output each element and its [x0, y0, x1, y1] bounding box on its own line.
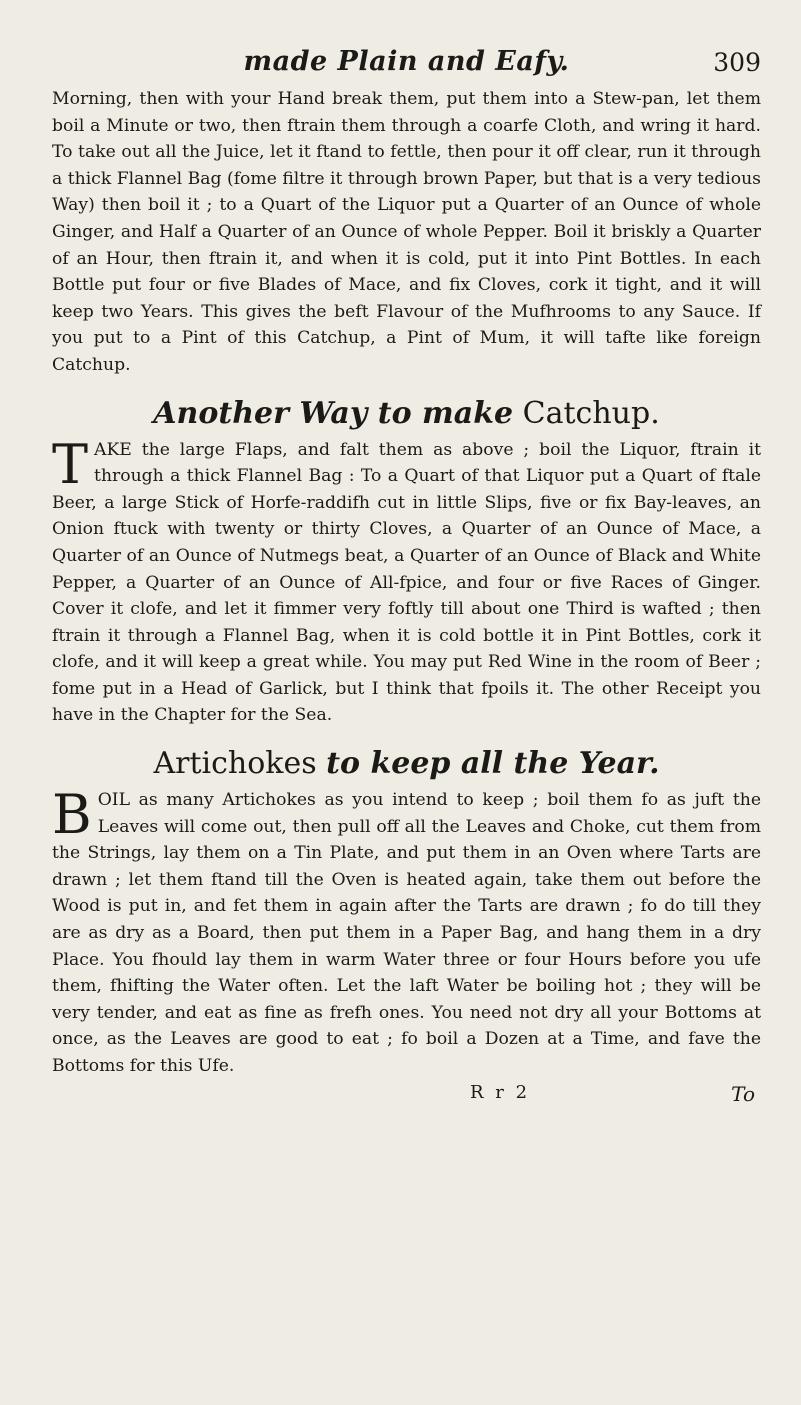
heading-italic-part: to keep all the Year.: [326, 746, 660, 782]
heading-roman-part: Catchup.: [522, 395, 660, 431]
section-heading-catchup: [52, 395, 761, 433]
section-heading-artichokes: [52, 745, 761, 783]
catchup-recipe-paragraph: [52, 432, 761, 730]
heading-italic-part: Another Way to make: [153, 395, 514, 431]
heading-roman-part: Artichokes: [153, 746, 317, 782]
artichokes-recipe-text: OIL as many Artichokes as you intend to keep ; boil them fo as juft the Leaves will come out, then pull off all the Leaves and Choke, cut them from the Strings, lay them on a Tin Plate, and put them in an Oven where Tarts are drawn ; let them ftand till the Oven is heated again, take them out before the Wood is put in, and fet them in again after the Tarts are drawn ; fo do till they are as dry as a Board, then put them in a Paper Bag, and hang them in a dry Place. You fhould lay them in warm Water three or four Hours before you ufe them, fhifting the Water often. Let the laft Water be boiling hot ; they will be very tender, and eat as fine as frefh ones. You need not dry all your Bottoms at once, as the Leaves are good to eat ; fo boil a Dozen at a Time, and fave the Bottoms for this Ufe.: [52, 790, 761, 1076]
running-head: [52, 46, 761, 86]
catchup-recipe-text: AKE the large Flaps, and falt them as above ; boil the Liquor, ftrain it through a thick Flannel Bag : To a Quart of that Liquor put a Quart of ftale Beer, a large Stick of Horfe-raddifh cut in little Slips, five or fix Bay-leaves, an Onion ftuck with twenty or thirty Cloves, a Quarter of an Ounce of Mace, a Quarter of an Ounce of Nutmegs beat, a Quarter of an Ounce of Black and White Pepper, a Quarter of an Ounce of All-fpice, and four or five Races of Ginger. Cover it clofe, and let it fimmer very foftly till about one Third is wafted ; then ftrain it through a Flannel Bag, when it is cold bottle it in Pint Bottles, cork it clofe, and it will keep a great while. You may put Red Wine in the room of Beer ; fome put in a Head of Garlick, but I think that fpoils it. The other Receipt you have in the Chapter for the Sea.: [52, 439, 761, 726]
artichokes-recipe-paragraph: [52, 783, 761, 1080]
running-title: made Plain and Eafy.: [243, 46, 570, 77]
page-number: 309: [713, 48, 761, 77]
intro-paragraph: Morning, then with your Hand break them, put them into a Stew-pan, let them boil a Minute or two, then ftrain them through a coarfe Cloth, and wring it hard. To take out all the Juice, let it ftand to fettle, then pour it off clear, run it through a thick Flannel Bag (fome filtre it through brown Paper, but that is a very tedious Way) then boil it ; to a Quart of the Liquor put a Quarter of an Ounce of whole Ginger, and Half a Quarter of an Ounce of whole Pepper. Boil it briskly a Quarter of an Hour, then ftrain it, and when it is cold, put it into Pint Bottles. In each Bottle put four or five Blades of Mace, and fix Cloves, cork it tight, and it will keep two Years. This gives the beft Flavour of the Mufhrooms to any Sauce. If you put to a Pint of this Catchup, a Pint of Mum, it will tafte like foreign Catchup.: [52, 89, 761, 375]
drop-cap-letter: T: [52, 432, 89, 496]
signature-mark: R r 2: [470, 1081, 531, 1103]
page-footer: [52, 1082, 761, 1112]
catchword: To: [731, 1081, 755, 1106]
drop-cap-letter: B: [52, 783, 92, 847]
